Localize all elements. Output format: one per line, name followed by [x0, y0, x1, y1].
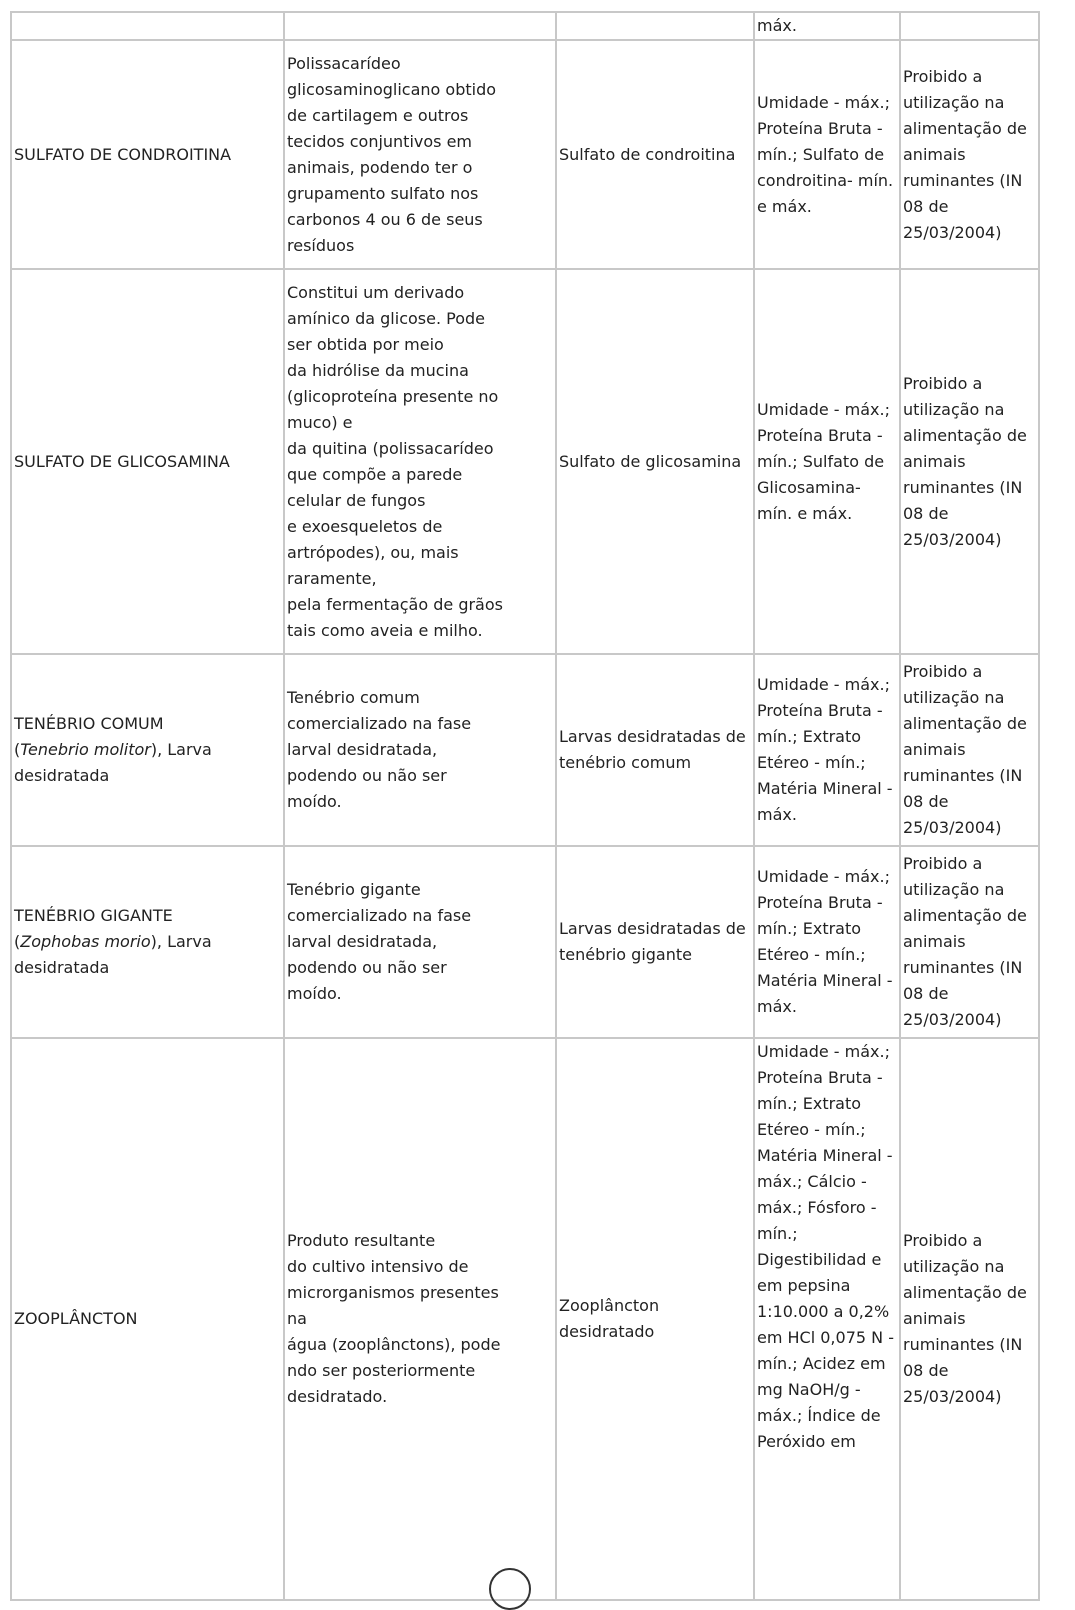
description-line: grupamento sulfato nos [287, 183, 479, 203]
ingredient-name: SULFATO DE GLICOSAMINA [14, 451, 230, 471]
ingredient-name-suffix: ), Larva [150, 740, 212, 759]
ingredient-name: TENÉBRIO COMUM [14, 714, 164, 733]
description-line: Tenébrio gigante [287, 880, 421, 899]
ingredient-name-cell [11, 1038, 284, 1600]
guarantees-cell: Umidade - máx.; Proteína Bruta - mín.; Extrato Etéreo - mín.; Matéria Mineral - máx. [754, 654, 900, 846]
description-cell [284, 654, 556, 846]
ingredient-name-paren-open: ( [14, 740, 21, 759]
description-line: Constitui um derivado [287, 282, 465, 302]
description-line: moído. [287, 984, 342, 1003]
restriction-cell: Proibido a utilização na alimentação de animais ruminantes (IN 08 de 25/03/2004) [900, 654, 1039, 846]
description-line: tecidos conjuntivos em [287, 131, 473, 151]
description-line: raramente, [287, 568, 377, 588]
description-cell [284, 12, 556, 40]
description-line: Produto resultante [287, 1231, 436, 1250]
ingredient-name-cell [11, 40, 284, 269]
description-line: resíduos [287, 235, 355, 255]
description-line: que compõe a parede [287, 464, 463, 484]
guarantees-cell: Umidade - máx.; Proteína Bruta - mín.; Sulfato de condroitina- mín. e máx. [754, 40, 900, 269]
table-row [11, 654, 1039, 846]
denomination-cell: Larvas desidratadas de tenébrio gigante [556, 846, 754, 1038]
description-line: microrganismos presentes [287, 1283, 499, 1302]
ingredient-name: ZOOPLÂNCTON [14, 1309, 138, 1328]
restriction-cell: Proibido a utilização na alimentação de animais ruminantes (IN 08 de 25/03/2004) [900, 846, 1039, 1038]
restriction-cell: Proibido a utilização na alimentação de animais ruminantes (IN 08 de 25/03/2004) [900, 269, 1039, 654]
description-line: larval desidratada, [287, 740, 438, 759]
description-line: desidratado. [287, 1387, 388, 1406]
table-row [11, 1038, 1039, 1600]
description-line: do cultivo intensivo de [287, 1257, 469, 1276]
guarantees-cell: Umidade - máx.; Proteína Bruta - mín.; Extrato Etéreo - mín.; Matéria Mineral - máx.; Cálcio - máx.; Fósforo - mín.; Digestibilidad e em pepsina 1:10.000 a 0,2% em HCl 0,075 N - mín.; Acidez em mg NaOH/g - máx.; Índice de Peróxido em [754, 1038, 900, 1600]
description-cell [284, 1038, 556, 1600]
description-line: pela fermentação de grãos [287, 594, 503, 614]
description-line: e exoesqueletos de [287, 516, 443, 536]
description-line: na [287, 1309, 307, 1328]
description-line: tais como aveia e milho. [287, 620, 483, 640]
page-number-circle [489, 1568, 531, 1610]
description-line: amínico da glicose. Pode [287, 308, 485, 328]
description-line: ser obtida por meio [287, 334, 444, 354]
denomination-cell: Sulfato de glicosamina [556, 269, 754, 654]
description-cell [284, 269, 556, 654]
denomination-cell: Zooplâncton desidratado [556, 1038, 754, 1600]
description-line: água (zooplânctons), pode [287, 1335, 501, 1354]
table-row [11, 846, 1039, 1038]
restriction-cell: Proibido a utilização na alimentação de animais ruminantes (IN 08 de 25/03/2004) [900, 40, 1039, 269]
description-line: podendo ou não ser [287, 958, 447, 977]
ingredient-name-cell [11, 846, 284, 1038]
table-row [11, 269, 1039, 654]
restriction-cell: Proibido a utilização na alimentação de animais ruminantes (IN 08 de 25/03/2004) [900, 1038, 1039, 1600]
description-line: carbonos 4 ou 6 de seus [287, 209, 483, 229]
scientific-name: Tenebrio molitor [20, 740, 151, 759]
description-line: artrópodes), ou, mais [287, 542, 459, 562]
description-line: celular de fungos [287, 490, 426, 510]
ingredient-name-cell [11, 12, 284, 40]
description-line: Polissacarídeo [287, 53, 401, 73]
table-row [11, 12, 1039, 40]
ingredient-name-cell [11, 654, 284, 846]
description-line: da quitina (polissacarídeo [287, 438, 494, 458]
table-row [11, 40, 1039, 269]
denomination-cell [556, 12, 754, 40]
description-line: moído. [287, 792, 342, 811]
ingredient-name-form: desidratada [14, 958, 110, 977]
description-line: larval desidratada, [287, 932, 438, 951]
ingredient-name-form: desidratada [14, 766, 110, 785]
description-cell [284, 846, 556, 1038]
description-line: podendo ou não ser [287, 766, 447, 785]
denomination-cell: Larvas desidratadas de tenébrio comum [556, 654, 754, 846]
description-line: Tenébrio comum [287, 688, 420, 707]
guarantees-cell: Umidade - máx.; Proteína Bruta - mín.; Extrato Etéreo - mín.; Matéria Mineral - máx. [754, 846, 900, 1038]
guarantees-cell: máx. [754, 12, 900, 40]
description-line: ndo ser posteriormente [287, 1361, 476, 1380]
ingredient-name-suffix: ), Larva [150, 932, 212, 951]
description-line: comercializado na fase [287, 714, 472, 733]
description-line: (glicoproteína presente no [287, 386, 499, 406]
denomination-cell: Sulfato de condroitina [556, 40, 754, 269]
restriction-cell [900, 12, 1039, 40]
scientific-name: Zophobas morio [20, 932, 151, 951]
description-line: de cartilagem e outros [287, 105, 469, 125]
description-line: glicosaminoglicano obtido [287, 79, 497, 99]
description-line: comercializado na fase [287, 906, 472, 925]
ingredients-table [10, 11, 1040, 1601]
description-line: da hidrólise da mucina [287, 360, 469, 380]
description-line: muco) e [287, 412, 353, 432]
guarantees-cell: Umidade - máx.; Proteína Bruta - mín.; Sulfato de Glicosamina- mín. e máx. [754, 269, 900, 654]
ingredient-name-paren-open: ( [14, 932, 21, 951]
description-line: animais, podendo ter o [287, 157, 473, 177]
ingredient-name: TENÉBRIO GIGANTE [14, 906, 173, 925]
description-cell [284, 40, 556, 269]
ingredient-name: SULFATO DE CONDROITINA [14, 144, 232, 164]
ingredient-name-cell [11, 269, 284, 654]
